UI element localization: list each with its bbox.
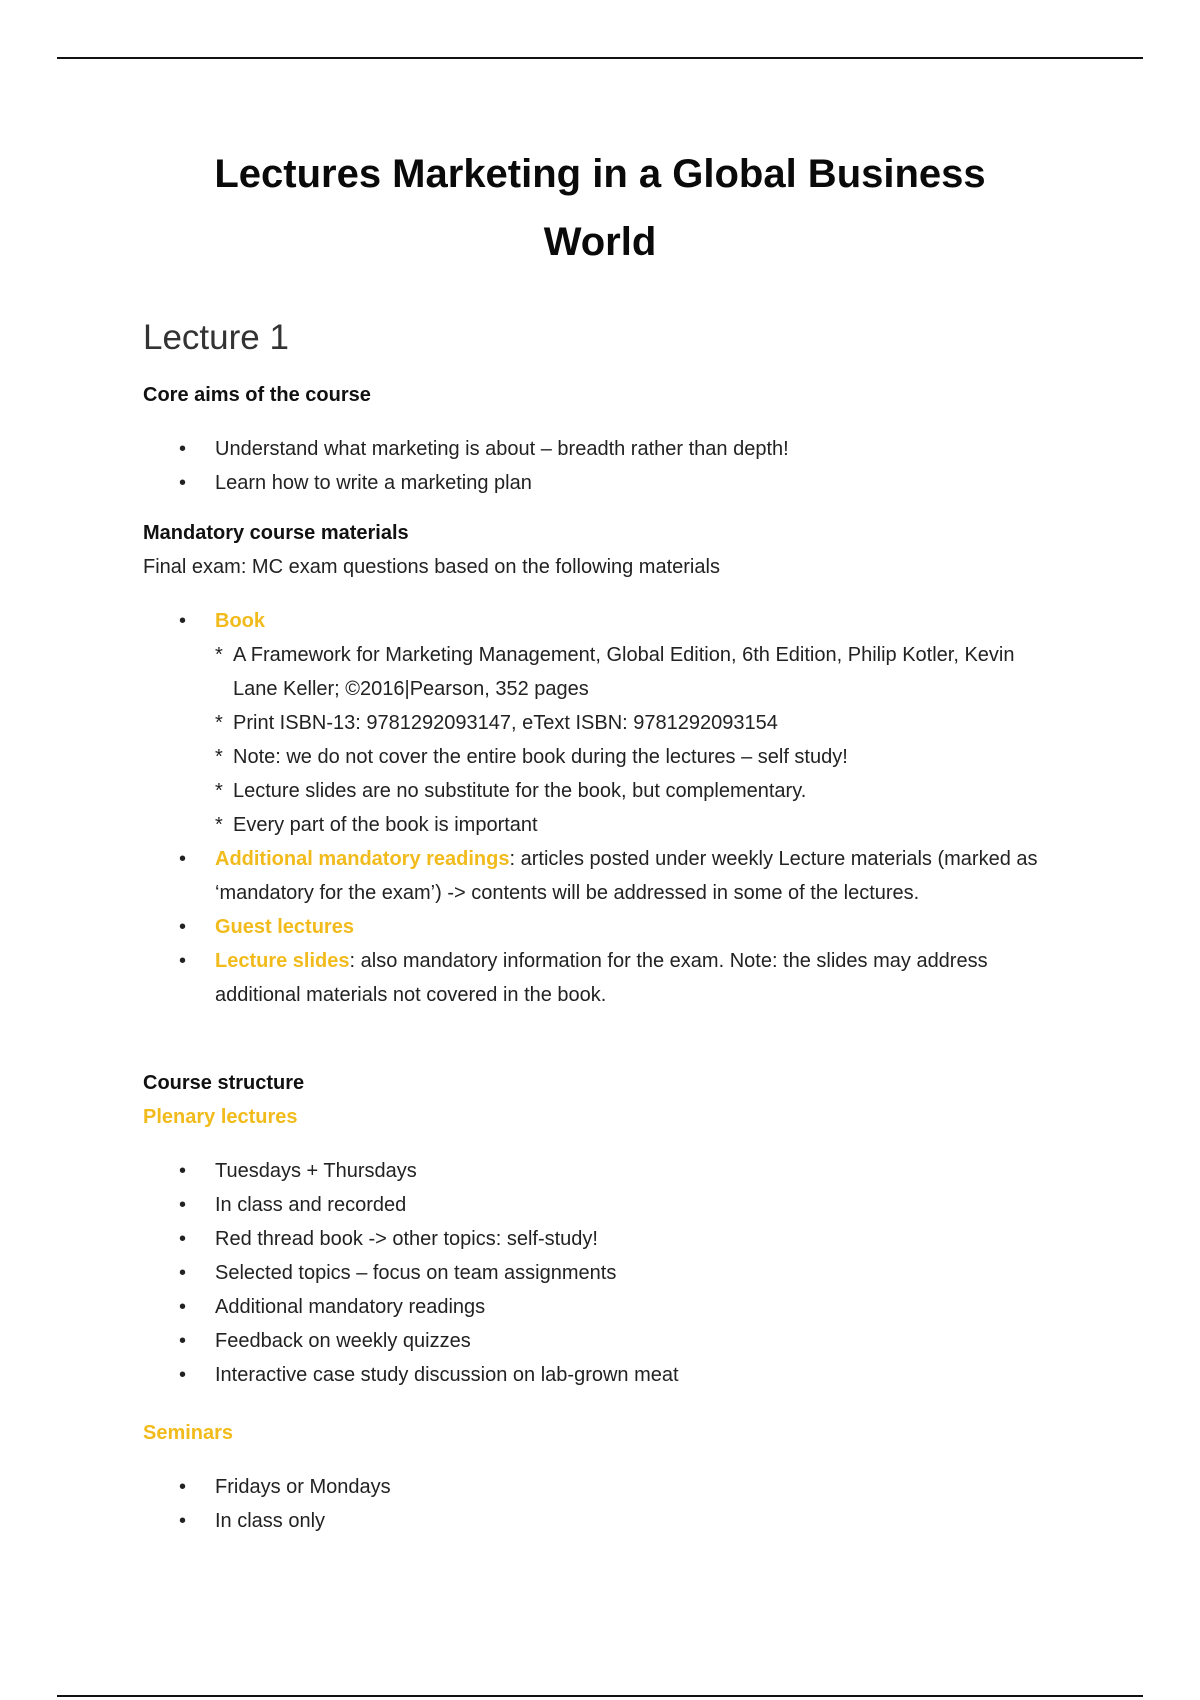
book-label: Book [215,610,265,632]
seminars-list [143,1470,1063,1538]
list-item: • Feedback on weekly quizzes [179,1330,471,1352]
book-detail: * Every part of the book is important [215,814,538,836]
lecture-heading: Lecture 1 [143,318,289,357]
list-item: • Understand what marketing is about – breadth rather than depth! [179,438,789,460]
slides-label: Lecture slides [215,950,350,972]
list-item-slides: • Lecture slides: also mandatory information for the exam. Note: the slides may address additional materials not covered in the book. [179,950,988,1006]
bottom-rule [57,1695,1143,1697]
materials-list [143,604,1063,1012]
list-item: • Fridays or Mondays [179,1476,391,1498]
core-aims-heading: Core aims of the course [143,384,371,406]
list-item-guest: • Guest lectures [179,916,354,938]
book-detail: * A Framework for Marketing Management, Global Edition, 6th Edition, Philip Kotler, Kevin Lane Keller; ©2016|Pearson, 352 pages [215,644,1015,700]
list-item: • In class and recorded [179,1194,407,1216]
slides-text: : also mandatory information for the exam. Note: the slides may address additional materials not covered in the book. [215,950,988,1006]
list-item: • Tuesdays + Thursdays [179,1160,417,1182]
book-details-list [215,638,1063,842]
list-item-readings: • Additional mandatory readings: articles posted under weekly Lecture materials (marked as ‘mandatory for the exam’) -> contents will be addressed in some of the lectures. [179,848,1038,904]
guest-label: Guest lectures [215,916,354,938]
book-detail: * Lecture slides are no substitute for the book, but complementary. [215,780,807,802]
seminars-heading: Seminars [143,1422,234,1444]
structure-heading: Course structure [143,1072,305,1094]
core-aims-list [143,432,1063,500]
page-title: Lectures Marketing in a Global Business World [214,152,986,264]
plenary-heading: Plenary lectures [143,1106,298,1128]
materials-intro: Final exam: MC exam questions based on the following materials [143,556,720,578]
list-item: • Selected topics – focus on team assignments [179,1262,617,1284]
plenary-list [143,1154,1063,1392]
book-detail: * Print ISBN-13: 9781292093147, eText ISBN: 9781292093154 [215,712,778,734]
top-rule [57,57,1143,59]
list-item: • Learn how to write a marketing plan [179,472,532,494]
readings-text: : articles posted under weekly Lecture materials (marked as ‘mandatory for the exam’) -> contents will be addressed in some of the lectures. [215,848,1038,904]
materials-heading: Mandatory course materials [143,522,409,544]
list-item: • Interactive case study discussion on lab-grown meat [179,1364,679,1386]
readings-label: Additional mandatory readings [215,848,510,870]
list-item: • Red thread book -> other topics: self-study! [179,1228,598,1250]
list-item: • Additional mandatory readings [179,1296,486,1318]
list-item: • In class only [179,1510,326,1532]
list-item-book: • Book * A Framework for Marketing Management, Global Edition, 6th Edition, Philip Kotler, Kevin Lane Keller; ©2016|Pearson, 352 pages * Print ISBN-13: 9781292093147, eText ISBN: 9781292093154 * Note: we do not cover the entire book during the lectures – self study! * Lecture slides are no substitute for the book, but complementary. * Every part of the book is important [143,604,1063,842]
book-detail: * Note: we do not cover the entire book during the lectures – self study! [215,746,848,768]
